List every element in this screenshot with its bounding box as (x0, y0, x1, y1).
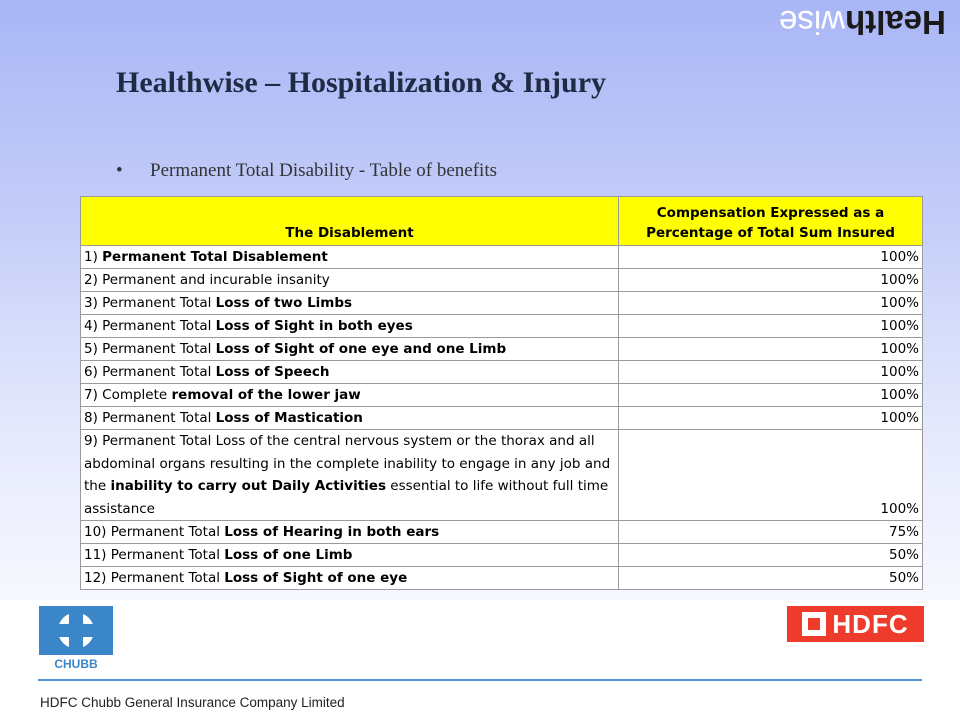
disablement-cell: 8) Permanent Total Loss of Mastication (81, 407, 619, 430)
hdfc-mark-icon (802, 612, 826, 636)
table-row (81, 292, 923, 315)
bullet-item (116, 160, 497, 182)
compensation-cell: 100% (619, 407, 923, 430)
table-row (81, 567, 923, 590)
footer-company-name: HDFC Chubb General Insurance Company Limited (40, 695, 345, 710)
disablement-cell: 1) Permanent Total Disablement (81, 246, 619, 269)
brand-bold-text: Health (845, 4, 946, 41)
table-row (81, 430, 923, 521)
chubb-logo-mark-icon (39, 606, 113, 670)
compensation-cell: 100% (619, 269, 923, 292)
disablement-cell: 7) Complete removal of the lower jaw (81, 384, 619, 407)
table-row (81, 338, 923, 361)
table-row (81, 521, 923, 544)
compensation-cell: 50% (619, 544, 923, 567)
compensation-cell: 100% (619, 246, 923, 269)
disablement-cell: 12) Permanent Total Loss of Sight of one eye (81, 567, 619, 590)
hdfc-logo (787, 606, 924, 642)
table-row (81, 269, 923, 292)
compensation-cell: 100% (619, 315, 923, 338)
compensation-cell: 75% (619, 521, 923, 544)
bullet-text: Permanent Total Disability - Table of benefits (150, 160, 498, 181)
chubb-logo (39, 606, 113, 670)
disablement-cell: 5) Permanent Total Loss of Sight of one eye and one Limb (81, 338, 619, 361)
table-row (81, 544, 923, 567)
table-row (81, 361, 923, 384)
disablement-cell: 6) Permanent Total Loss of Speech (81, 361, 619, 384)
disablement-cell: 2) Permanent and incurable insanity (81, 269, 619, 292)
compensation-cell: 100% (619, 338, 923, 361)
disablement-cell: 11) Permanent Total Loss of one Limb (81, 544, 619, 567)
slide-title: Healthwise – Hospitalization & Injury (116, 66, 607, 99)
chubb-logo-text: CHUBB (54, 657, 98, 670)
compensation-cell: 100% (619, 361, 923, 384)
compensation-cell: 100% (619, 430, 923, 521)
disablement-cell: 9) Permanent Total Loss of the central nervous system or the thorax and all abdominal organs resulting in the complete inability to engage in any job and the inability to carry out Daily Activities essential to life without full time assistance (81, 430, 619, 521)
bullet-dot-icon: • (116, 160, 123, 181)
disablement-cell: 4) Permanent Total Loss of Sight in both eyes (81, 315, 619, 338)
healthwise-brand-logo (779, 2, 946, 42)
hdfc-logo-text: HDFC (832, 608, 909, 639)
benefits-table (80, 196, 923, 590)
footer-divider (38, 679, 922, 681)
compensation-cell: 100% (619, 384, 923, 407)
table-row (81, 384, 923, 407)
table-row (81, 407, 923, 430)
table-row (81, 315, 923, 338)
compensation-cell: 50% (619, 567, 923, 590)
disablement-cell: 3) Permanent Total Loss of two Limbs (81, 292, 619, 315)
disablement-cell: 10) Permanent Total Loss of Hearing in both ears (81, 521, 619, 544)
table-header-row (81, 197, 923, 246)
header-compensation: Compensation Expressed as a Percentage of Total Sum Insured (619, 197, 923, 246)
header-disablement: The Disablement (81, 197, 619, 246)
compensation-cell: 100% (619, 292, 923, 315)
brand-light-text: wise (779, 4, 846, 41)
table-row (81, 246, 923, 269)
